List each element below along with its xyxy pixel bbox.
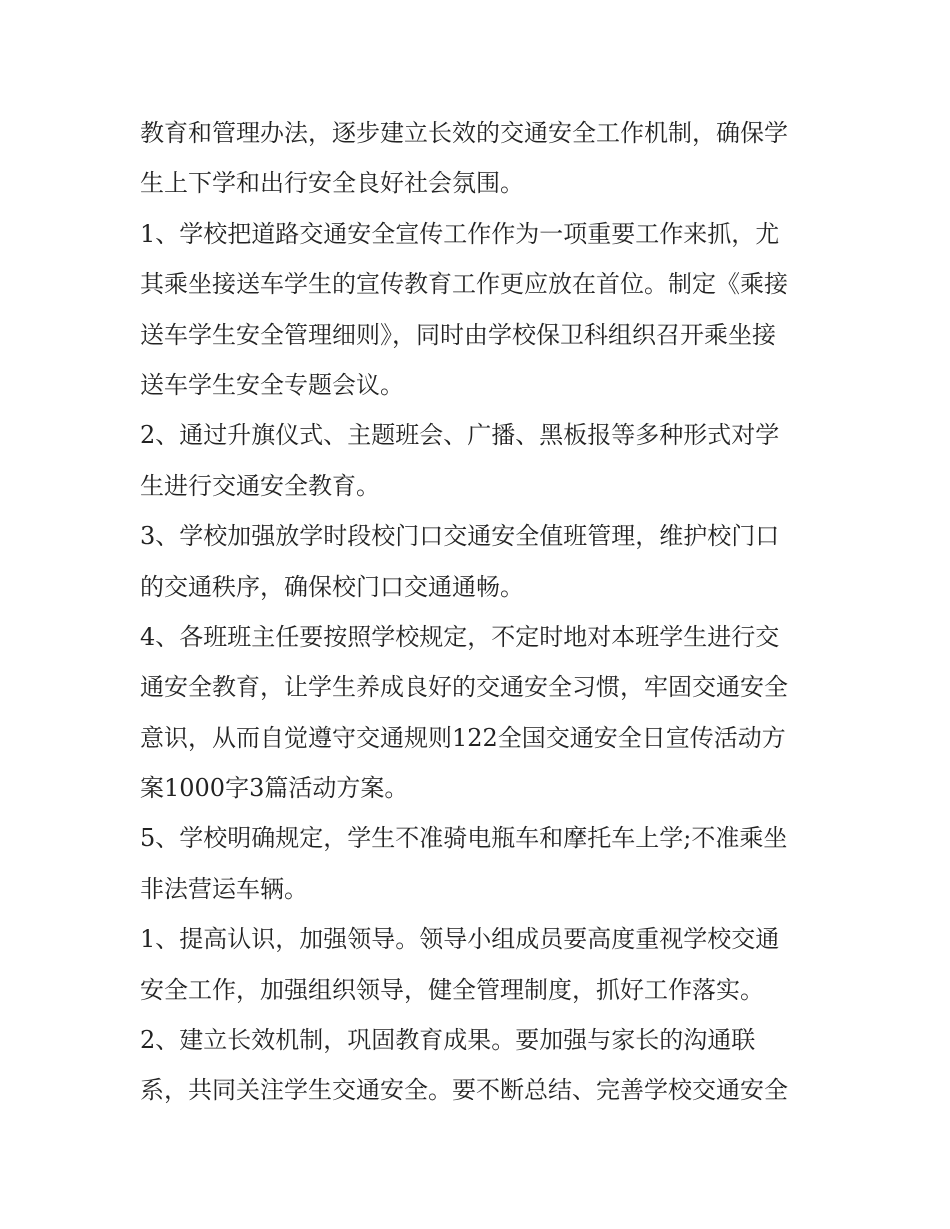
text-line: 的交通秩序，确保校门口交通通畅。 [140, 572, 524, 601]
text-line: 系，共同关注学生交通安全。要不断总结、完善学校交通安全 [140, 1076, 788, 1105]
text-line: 安全工作，加强组织领导，健全管理制度，抓好工作落实。 [140, 975, 764, 1004]
text-line: 2、通过升旗仪式、主题班会、广播、黑板报等多种形式对学 [140, 421, 780, 450]
text-line: 生上下学和出行安全良好社会氛围。 [140, 169, 524, 198]
text-line: 生进行交通安全教育。 [140, 471, 380, 500]
text-line: 案1000字3篇活动方案。 [140, 774, 409, 803]
text-line: 2、建立长效机制，巩固教育成果。要加强与家长的沟通联 [140, 1026, 756, 1055]
text-line: 4、各班班主任要按照学校规定，不定时地对本班学生进行交 [140, 622, 780, 651]
document-body [140, 108, 820, 1116]
text-line: 送车学生安全专题会议。 [140, 370, 404, 399]
text-line: 意识，从而自觉遵守交通规则122全国交通安全日宣传活动方 [140, 723, 786, 752]
text-line: 教育和管理办法，逐步建立长效的交通安全工作机制，确保学 [140, 119, 788, 147]
text-line: 通安全教育，让学生养成良好的交通安全习惯，牢固交通安全 [140, 673, 788, 702]
text-line: 其乘坐接送车学生的宣传教育工作更应放在首位。制定《乘接 [140, 270, 788, 299]
text-line: 5、学校明确规定，学生不准骑电瓶车和摩托车上学;不准乘坐 [140, 824, 788, 853]
text-line: 1、学校把道路交通安全宣传工作作为一项重要工作来抓，尤 [140, 219, 780, 248]
text-line: 1、提高认识，加强领导。领导小组成员要高度重视学校交通 [140, 925, 780, 954]
text-line: 送车学生安全管理细则》，同时由学校保卫科组织召开乘坐接 [140, 320, 776, 349]
text-line: 非法营运车辆。 [140, 874, 308, 903]
text-line: 3、学校加强放学时段校门口交通安全值班管理，维护校门口 [140, 522, 780, 551]
